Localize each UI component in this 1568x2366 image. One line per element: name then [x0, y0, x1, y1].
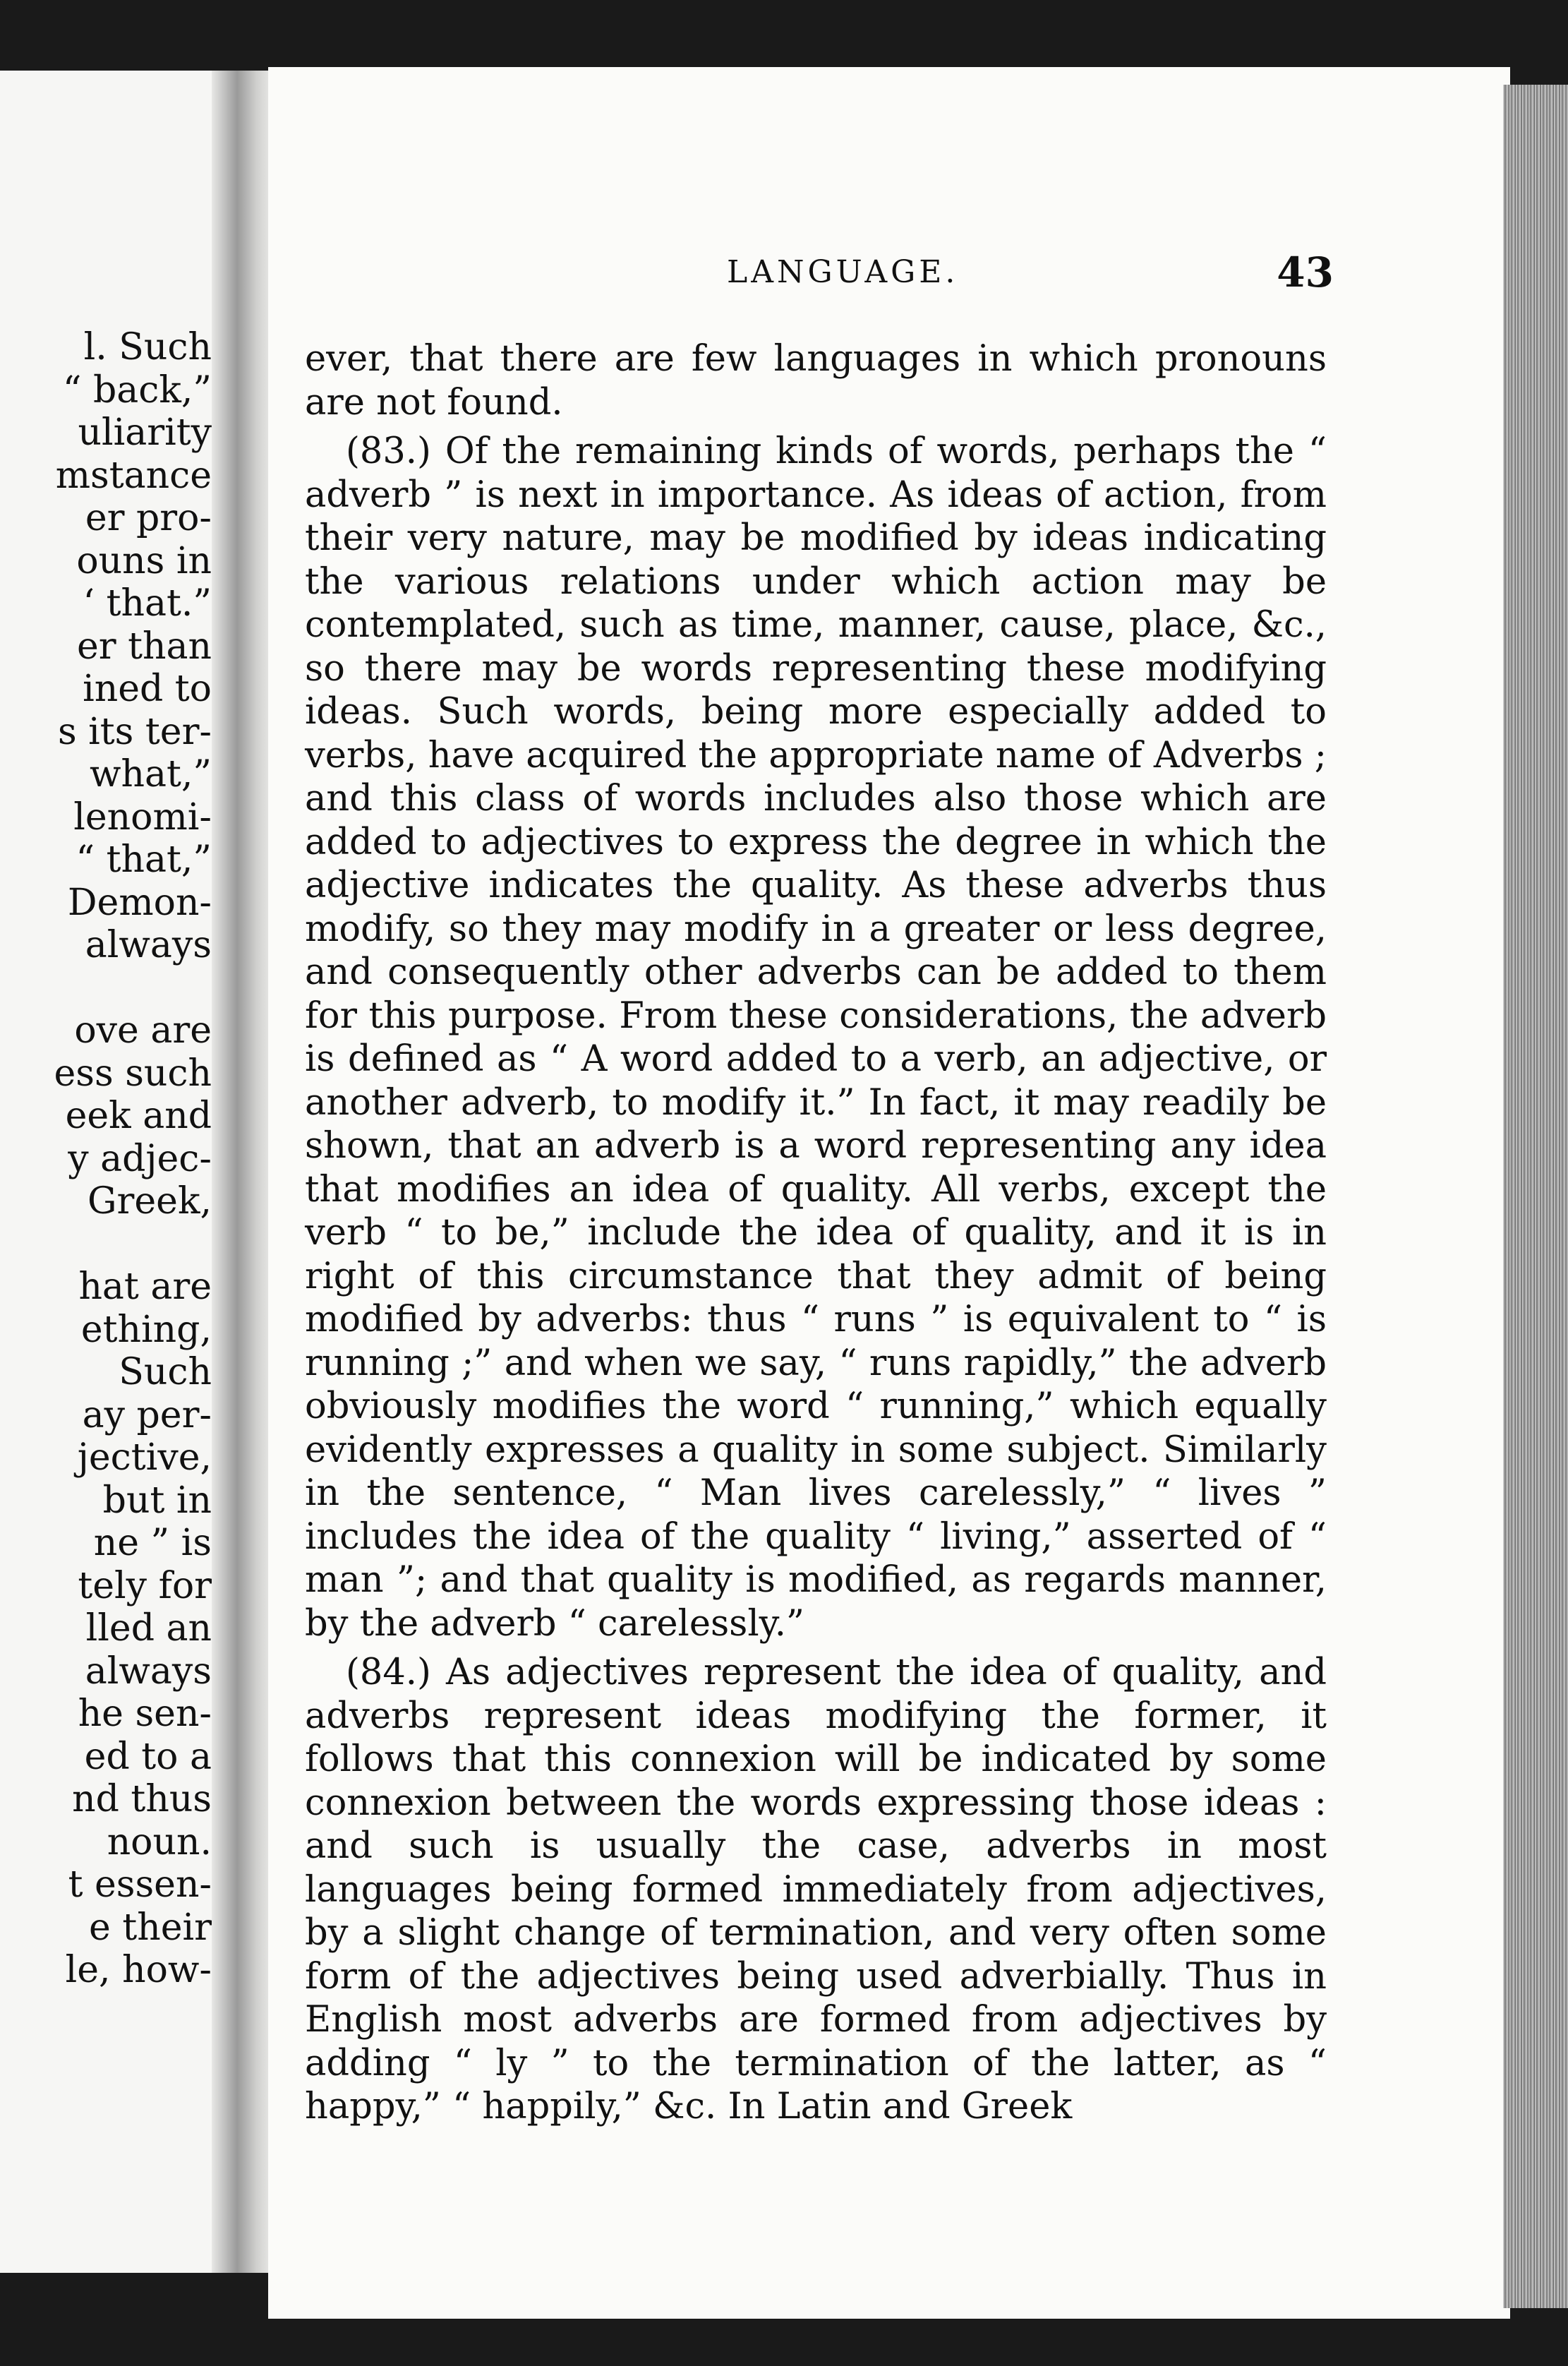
- left-page-line: lenomi-: [73, 795, 212, 839]
- left-page-line: eek and: [65, 1095, 212, 1137]
- paragraph-83: (83.) Of the remaining kinds of words, perhaps the “ adverb ” is next in importance. As ideas of action, from their very nature, may be modified by ideas indicating the various relations under which action may be contemplated, such as time, manner, cause, place, &c., so there may be words representing these modifying ideas. Such words, being more especially added to verbs, have acquired the appropriate name of Adverbs ; and this class of words includes also those which are added to adjectives to express the degree in which the adjective indicates the quality. As these adverbs thus modify, so they may modify in a greater or less degree, and consequently other adverbs can be added to them for this purpose. From these considerations, the adverb is defined as “ A word added to a verb, an adjective, or another adverb, to modify it.” In fact, it may readily be shown, that an adverb is a word representing any idea that modifies an idea of quality. All verbs, except the verb “ to be,” include the idea of quality, and it is in right of this circumstance that they admit of being modified by adverbs: thus “ runs ” is equivalent to “ is running ;” and when we say, “ runs rapidly,” the adverb obviously modifies the word “ running,” which equally evidently expresses a quality in some subject. Similarly in the sentence, “ Man lives carelessly,” “ lives ” includes the idea of the quality “ living,” asserted of “ man ”; and that quality is modified, as regards manner, by the adverb “ carelessly.”: [305, 431, 1327, 1645]
- left-page-line: mstance: [55, 454, 212, 497]
- left-page-line: ething,: [80, 1308, 212, 1351]
- left-page-line: s its ter-: [57, 710, 212, 753]
- left-page-line: t essen-: [68, 1863, 212, 1906]
- left-page-line: le, how-: [65, 1949, 212, 1991]
- left-page-line: ay per-: [82, 1393, 212, 1436]
- left-page-line: er than: [76, 625, 212, 668]
- left-page-line: er pro-: [85, 497, 212, 539]
- book-gutter: [212, 71, 275, 2273]
- left-page-line: ed to a: [84, 1735, 212, 1778]
- left-page-line: [0, 967, 212, 1010]
- left-page-line: “ back,”: [62, 368, 212, 412]
- left-page-line: Demon-: [67, 881, 212, 924]
- left-page-line: ne ” is: [93, 1522, 212, 1564]
- left-page-line: [0, 1223, 212, 1266]
- left-page-line: “ that,”: [76, 839, 212, 881]
- page-number: 43: [1277, 248, 1334, 296]
- left-page-line: lled an: [85, 1607, 212, 1650]
- left-page-line: e their: [89, 1906, 212, 1949]
- left-page-line: tely for: [78, 1564, 212, 1607]
- left-page-line: ess such: [54, 1052, 212, 1095]
- left-page-line: Such: [119, 1351, 212, 1393]
- left-page-line: what,”: [89, 753, 212, 795]
- left-page-line: nd thus: [72, 1778, 212, 1820]
- left-page-line: l. Such: [83, 326, 212, 368]
- left-page-line: uliarity: [78, 412, 212, 454]
- page-header: [727, 248, 1334, 311]
- left-page-line: hat are: [78, 1266, 212, 1308]
- left-page-line: but in: [102, 1479, 212, 1522]
- left-page-line: always: [85, 924, 212, 966]
- left-page: [0, 71, 226, 2273]
- left-page-line: he sen-: [78, 1693, 212, 1735]
- page-body: [305, 337, 1327, 2129]
- left-page-line: ‘ that.”: [83, 582, 212, 625]
- running-head: LANGUAGE.: [727, 254, 959, 290]
- paragraph-84: (84.) As adjectives represent the idea of quality, and adverbs represent ideas modifying the former, it follows that this connexion will be indicated by some connexion between the words expressing those ideas : and such is usually the case, adverbs in most languages being formed immediately from adjectives, by a slight change of termination, and very often some form of the adjectives being used adverbially. Thus in English most adverbs are formed from adjectives by adding “ ly ” to the termination of the latter, as “ happy,” “ happily,” &c. In Latin and Greek: [305, 1652, 1327, 2127]
- left-page-line: jective,: [77, 1436, 212, 1479]
- left-page-line: ove are: [74, 1009, 212, 1052]
- left-page-line: ouns in: [76, 539, 212, 582]
- left-page-line: y adjec-: [68, 1137, 212, 1180]
- left-page-line: Greek,: [88, 1180, 212, 1223]
- left-page-line: always: [85, 1650, 212, 1693]
- page-edges: [1503, 85, 1568, 2308]
- left-page-text-fragments: [0, 326, 212, 1992]
- paragraph-carryover: ever, that there are few languages in which pronouns are not found.: [305, 338, 1327, 424]
- left-page-line: ined to: [83, 668, 212, 710]
- left-page-line: noun.: [107, 1820, 212, 1863]
